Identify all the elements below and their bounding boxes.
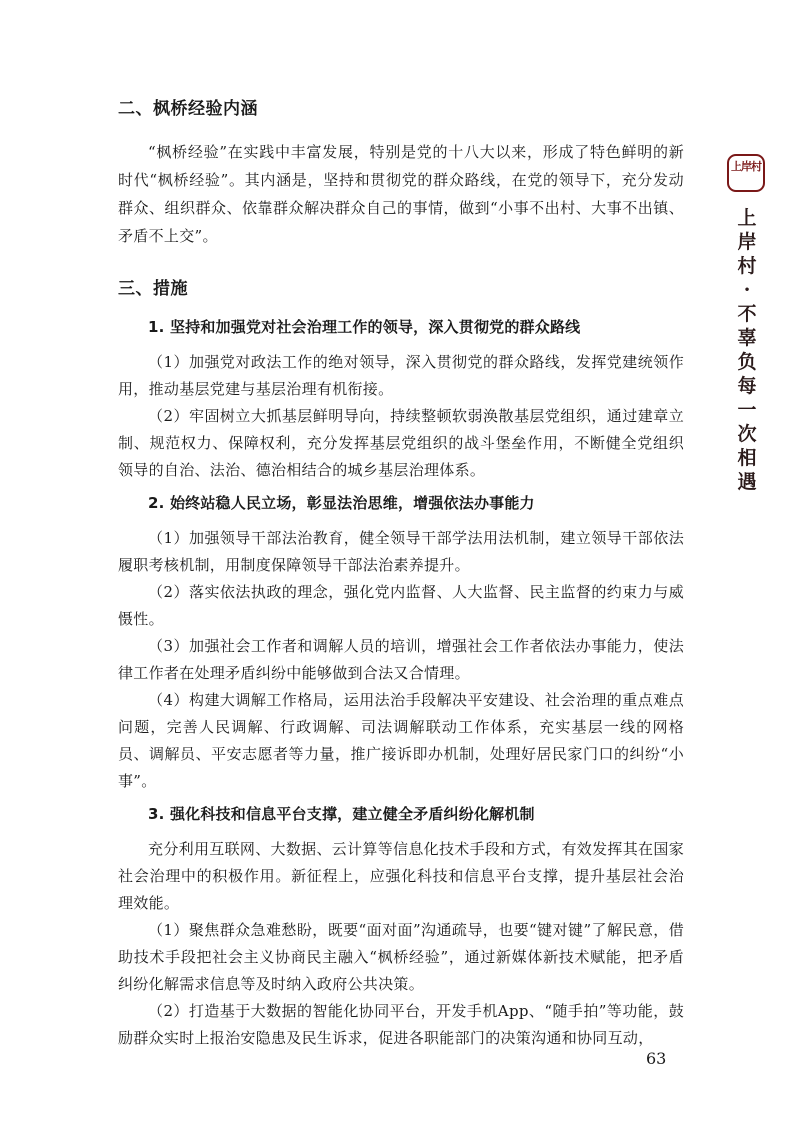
list-item: （2）落实依法执政的理念，强化党内监督、人大监督、民主监督的约束力与威慑性。	[118, 583, 684, 628]
vertical-char: 岸	[737, 231, 757, 253]
vertical-char: 负	[737, 351, 757, 373]
list-item: （3）加强社会工作者和调解人员的培训，增强社会工作者依法办事能力，使法律工作者在处理矛盾纠纷中能够做到合法又合情理。	[118, 637, 684, 682]
subheading-3: 3. 强化科技和信息平台支撑，建立健全矛盾纠纷化解机制	[148, 805, 535, 823]
paragraph: 充分利用互联网、大数据、云计算等信息化技术手段和方式，有效发挥其在国家社会治理中的积极作用。新征程上，应强化科技和信息平台支撑，提升基层社会治理效能。	[118, 840, 684, 912]
section-heading-3: 三、措施	[118, 279, 188, 299]
list-item: （1）加强党对政法工作的绝对领导，深入贯彻党的群众路线，发挥党建统领作用，推动基层党建与基层治理有机衔接。	[118, 353, 684, 398]
vertical-char: 辜	[737, 327, 757, 349]
list-item: （1）加强领导干部法治教育，健全领导干部学法用法机制，建立领导干部依法履职考核机制，用制度保障领导干部法治素养提升。	[118, 529, 684, 574]
paragraph: “枫桥经验”在实践中丰富发展，特别是党的十八大以来，形成了特色鲜明的新时代“枫桥经验”。其内涵是，坚持和贯彻党的群众路线，在党的领导下，充分发动群众、组织群众、依靠群众解决群众自己的事情，做到“小事不出村、大事不出镇、矛盾不上交”。	[118, 143, 684, 245]
section-heading-2: 二、枫桥经验内涵	[118, 99, 258, 119]
seal-stamp-icon	[727, 154, 765, 192]
vertical-char: 相	[737, 447, 757, 469]
page-content	[118, 96, 684, 1052]
vertical-char: ·	[743, 279, 751, 301]
vertical-char: 遇	[737, 471, 757, 493]
vertical-char: 次	[737, 423, 757, 445]
vertical-char: 不	[737, 303, 757, 325]
vertical-char: 一	[737, 399, 757, 421]
subheading-2: 2. 始终站稳人民立场，彰显法治思维，增强依法办事能力	[148, 494, 535, 512]
list-item: （2）打造基于大数据的智能化协同平台，开发手机App、“随手拍”等功能，鼓励群众实时上报治安隐患及民生诉求，促进各职能部门的决策沟通和协同互动，	[118, 1002, 684, 1047]
vertical-char: 上	[737, 207, 757, 229]
list-item: （2）牢固树立大抓基层鲜明导向，持续整顿软弱涣散基层党组织，通过建章立制、规范权力、保障权利，充分发挥基层党组织的战斗堡垒作用，不断健全党组织领导的自治、法治、德治相结合的城乡基层治理体系。	[118, 407, 684, 479]
list-item: （4）构建大调解工作格局，运用法治手段解决平安建设、社会治理的重点难点问题，完善人民调解、行政调解、司法调解联动工作体系，充实基层一线的网格员、调解员、平安志愿者等力量，推广接诉即办机制，处理好居民家门口的纠纷“小事”。	[118, 691, 684, 790]
list-item: （1）聚焦群众急难愁盼，既要“面对面”沟通疏导，也要“键对键”了解民意，借助技术手段把社会主义协商民主融入“枫桥经验”，通过新媒体新技术赋能，把矛盾纠纷化解需求信息等及时纳入政府公共决策。	[118, 921, 684, 993]
subheading-1: 1. 坚持和加强党对社会治理工作的领导，深入贯彻党的群众路线	[148, 318, 581, 336]
page-number: 63	[646, 1049, 667, 1068]
seal-text: 上岸村	[731, 160, 761, 173]
section-2-body	[118, 138, 684, 250]
vertical-char: 每	[737, 375, 757, 397]
vertical-title	[730, 206, 764, 494]
vertical-char: 村	[737, 255, 757, 277]
